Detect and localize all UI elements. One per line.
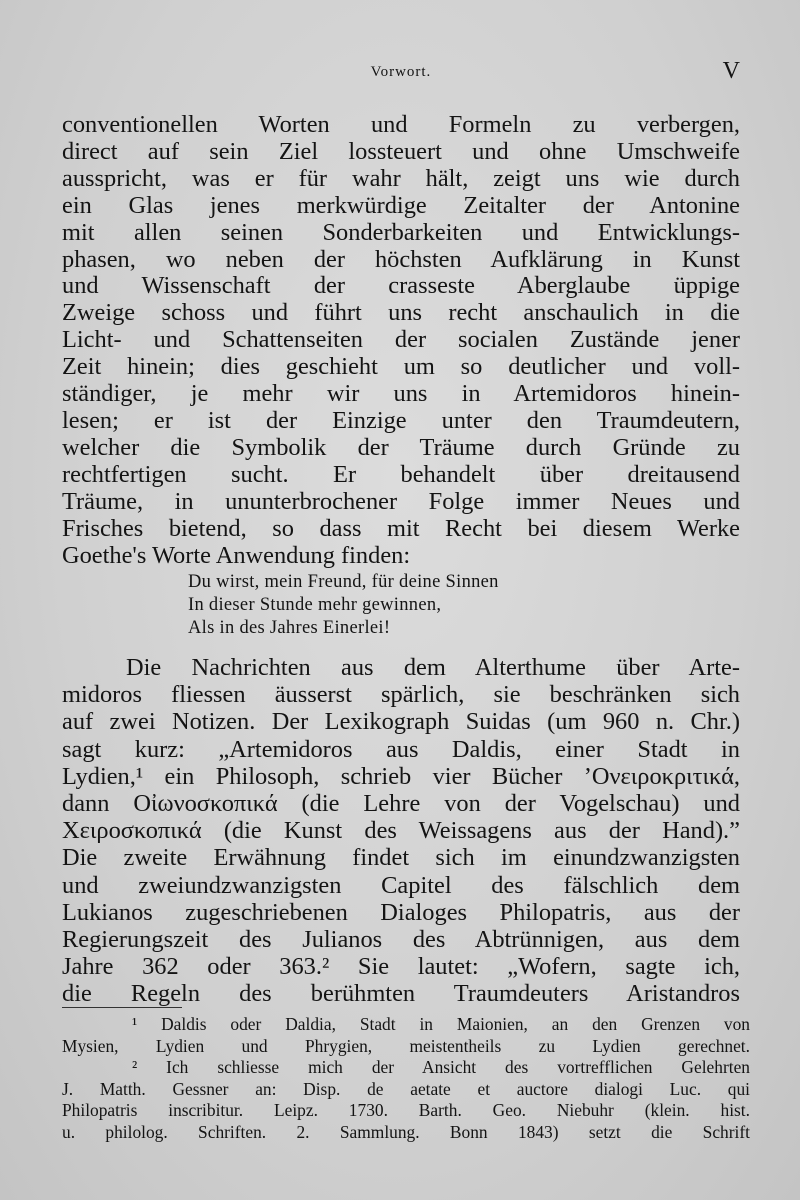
verse-quote [188, 571, 628, 640]
main-text-block [62, 112, 740, 569]
text-line: Lydien,¹ ein Philosoph, schrieb vier Bücher ’Ονειροκριτικά, [62, 762, 740, 790]
text-line: sagt kurz: „Artemidoros aus Daldis, einer Stadt in [62, 735, 740, 763]
text-line: ständiger, je mehr wir uns in Artemidoros hinein- [62, 380, 740, 408]
footnote-line: Mysien, Lydien und Phrygien, meistentheils zu Lydien gerechnet. [62, 1035, 750, 1056]
text-line: Goethe's Worte Anwendung finden: [62, 541, 411, 569]
running-header [62, 58, 740, 88]
text-line: phasen, wo neben der höchsten Aufklärung in Kunst [62, 245, 740, 273]
verse-line: Als in des Jahres Einerlei! [188, 618, 391, 638]
footnote-rule [62, 1007, 182, 1008]
text-line: Die zweite Erwähnung findet sich im einundzwanzigsten [62, 844, 740, 872]
footnote-line: ¹ Daldis oder Daldia, Stadt in Maionien, an den Grenzen von [132, 1014, 750, 1034]
footnote-line: u. philolog. Schriften. 2. Sammlung. Bonn 1843) setzt die Schrift [62, 1121, 750, 1142]
text-line: ausspricht, was er für wahr hält, zeigt uns wie durch [62, 164, 740, 192]
text-line: dann Οἰωνοσκοπικά (die Lehre von der Vogelschau) und [62, 790, 740, 818]
text-line: und Wissenschaft der crasseste Aberglaube üppige [62, 272, 740, 300]
text-line: Jahre 362 oder 363.² Sie lautet: „Wofern, sagte ich, [62, 953, 740, 981]
text-line: Χειροσκοπικά (die Kunst des Weissagens aus der Hand).” [62, 817, 740, 845]
verse-line: In dieser Stunde mehr gewinnen, [188, 595, 442, 615]
text-line: conventionellen Worten und Formeln zu verbergen, [62, 111, 740, 138]
text-line: Lukianos zugeschriebenen Dialoges Philopatris, aus der [62, 898, 740, 926]
second-paragraph [62, 654, 740, 1008]
text-line: und zweiundzwanzigsten Capitel des fälschlich dem [62, 871, 740, 899]
text-line: lesen; er ist der Einzige unter den Traumdeutern, [62, 406, 740, 434]
text-line: die Regeln des berühmten Traumdeuters Aristandros [62, 980, 740, 1008]
verse-line: Du wirst, mein Freund, für deine Sinnen [188, 572, 499, 592]
page-number: V [722, 58, 740, 84]
text-line: Träume, in ununterbrochener Folge immer Neues und [62, 487, 740, 515]
text-line: ein Glas jenes merkwürdige Zeitalter der Antonine [62, 191, 740, 219]
text-line: rechtfertigen sucht. Er behandelt über dreitausend [62, 460, 740, 488]
text-line: welcher die Symbolik der Träume durch Gründe zu [62, 433, 740, 461]
text-line: Zweige schoss und führt uns recht anschaulich in die [62, 299, 740, 327]
text-line: midoros fliessen äusserst spärlich, sie beschränken sich [62, 681, 740, 709]
text-line: Zeit hinein; dies geschieht um so deutlicher und voll- [62, 353, 740, 381]
text-line: direct auf sein Ziel lossteuert und ohne Umschweife [62, 137, 740, 165]
footnotes [62, 1014, 750, 1143]
text-line: Licht- und Schattenseiten der socialen Zustände jener [62, 326, 740, 354]
text-line: mit allen seinen Sonderbarkeiten und Entwicklungs- [62, 218, 740, 246]
running-title: Vorwort. [370, 64, 432, 80]
footnote-line: ² Ich schliesse mich der Ansicht des vortrefflichen Gelehrten [132, 1057, 750, 1077]
text-line: auf zwei Notizen. Der Lexikograph Suidas (um 960 n. Chr.) [62, 708, 740, 736]
footnote-line: Philopatris inscribitur. Leipz. 1730. Barth. Geo. Niebuhr (klein. hist. [62, 1100, 750, 1120]
text-line: Regierungszeit des Julianos des Abtrünnigen, aus dem [62, 926, 740, 954]
footnote-line: J. Matth. Gessner an: Disp. de aetate et auctore dialogi Luc. qui [62, 1078, 750, 1099]
text-line: Die Nachrichten aus dem Alterthume über Arte- [126, 654, 740, 681]
text-line: Frisches bietend, so dass mit Recht bei diesem Werke [62, 514, 740, 542]
